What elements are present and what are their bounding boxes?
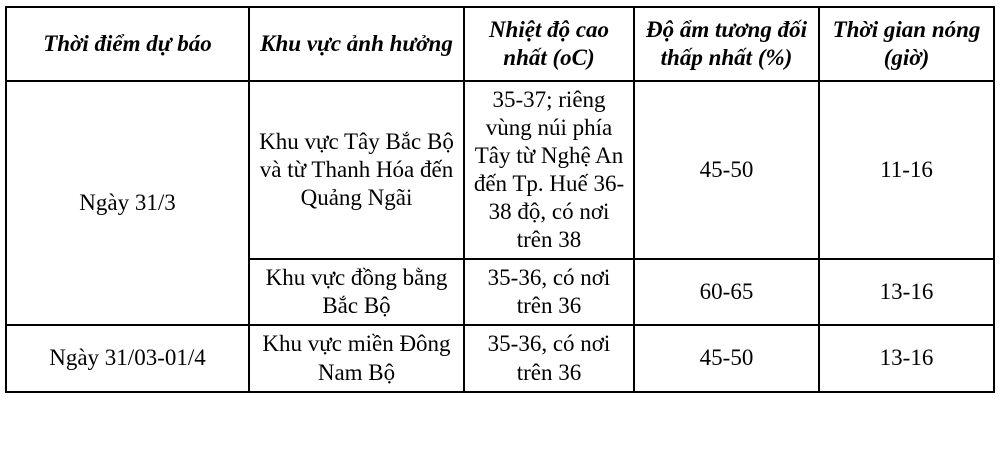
column-header-affected-area: Khu vực ảnh hưởng bbox=[249, 7, 464, 81]
heat-forecast-table bbox=[5, 6, 995, 393]
cell-min-humidity: 45-50 bbox=[634, 81, 819, 259]
cell-max-temperature: 35-36, có nơi trên 36 bbox=[464, 325, 634, 391]
table-row bbox=[6, 81, 994, 259]
cell-max-temperature: 35-36, có nơi trên 36 bbox=[464, 259, 634, 325]
cell-min-humidity: 45-50 bbox=[634, 325, 819, 391]
table-header bbox=[6, 7, 994, 81]
cell-max-temperature: 35-37; riêng vùng núi phía Tây từ Nghệ An đến Tp. Huế 36-38 độ, có nơi trên 38 bbox=[464, 81, 634, 259]
column-header-min-humidity: Độ ẩm tương đối thấp nhất (%) bbox=[634, 7, 819, 81]
cell-hot-duration: 13-16 bbox=[819, 259, 994, 325]
table-row bbox=[6, 325, 994, 391]
cell-affected-area: Khu vực miền Đông Nam Bộ bbox=[249, 325, 464, 391]
cell-hot-duration: 13-16 bbox=[819, 325, 994, 391]
cell-forecast-time: Ngày 31/03-01/4 bbox=[6, 325, 249, 391]
column-header-hot-duration: Thời gian nóng (giờ) bbox=[819, 7, 994, 81]
column-header-max-temperature: Nhiệt độ cao nhất (oC) bbox=[464, 7, 634, 81]
cell-hot-duration: 11-16 bbox=[819, 81, 994, 259]
cell-affected-area: Khu vực đồng bằng Bắc Bộ bbox=[249, 259, 464, 325]
cell-forecast-time: Ngày 31/3 bbox=[6, 81, 249, 325]
column-header-forecast-time: Thời điểm dự báo bbox=[6, 7, 249, 81]
cell-min-humidity: 60-65 bbox=[634, 259, 819, 325]
table-header-row bbox=[6, 7, 994, 81]
cell-affected-area: Khu vực Tây Bắc Bộ và từ Thanh Hóa đến Quảng Ngãi bbox=[249, 81, 464, 259]
table-body bbox=[6, 81, 994, 391]
